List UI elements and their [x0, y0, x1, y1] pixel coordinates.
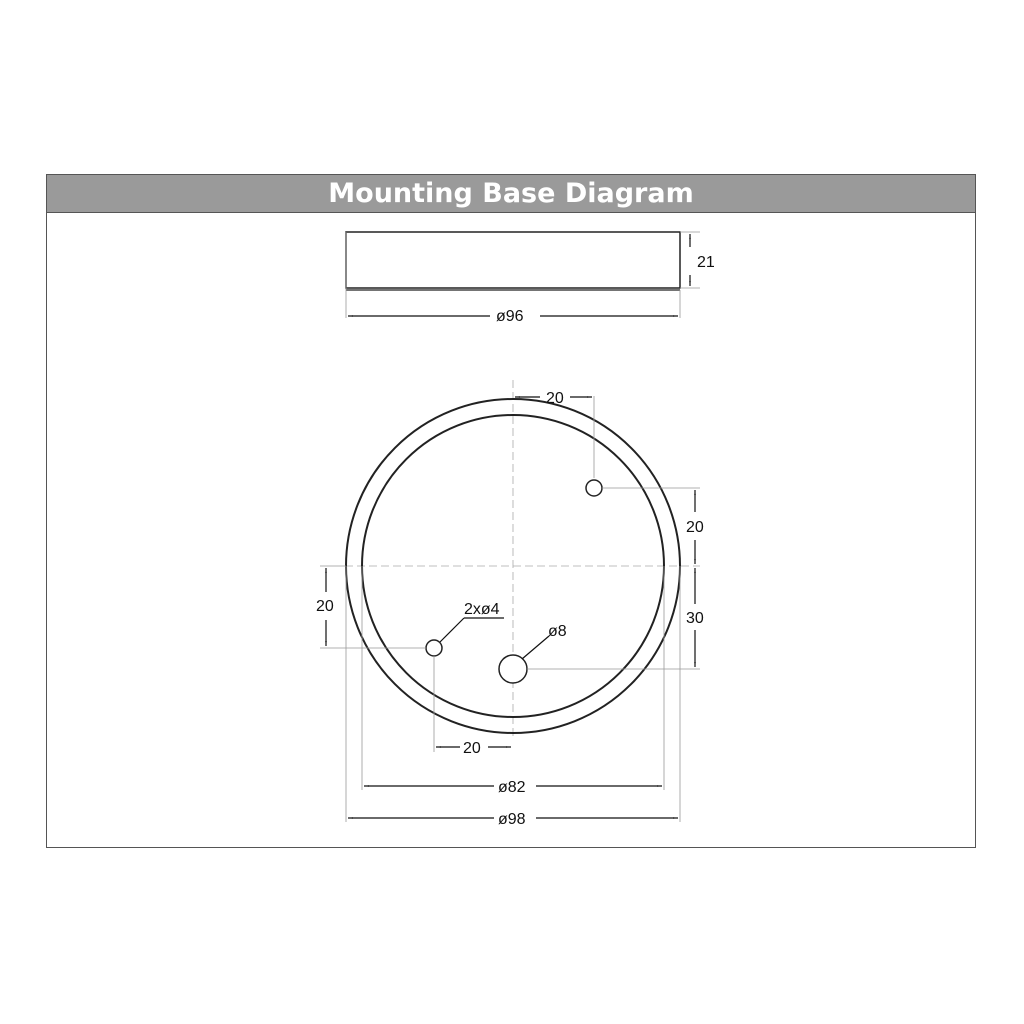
- right-upper-offset-label: 20: [686, 519, 704, 536]
- holes-label: 2xø4: [464, 601, 500, 618]
- cable-entry-hole: [499, 655, 527, 683]
- left-offset-label: 20: [316, 598, 334, 615]
- side-view: [346, 232, 715, 325]
- top-offset-label: 20: [546, 390, 564, 407]
- side-diameter-label: ø96: [496, 308, 524, 325]
- right-lower-offset-label: 30: [686, 610, 704, 627]
- mounting-hole-upper: [586, 480, 602, 496]
- center-hole-leader: [522, 636, 549, 659]
- side-view-outline: [346, 232, 680, 288]
- inner-diameter-label: ø82: [498, 779, 526, 796]
- top-view: [316, 380, 704, 828]
- diagram-title: Mounting Base Diagram: [47, 175, 975, 213]
- holes-leader: [440, 618, 464, 642]
- mounting-hole-lower: [426, 640, 442, 656]
- bottom-offset-label: 20: [463, 740, 481, 757]
- outer-diameter-label: ø98: [498, 811, 526, 828]
- center-hole-label: ø8: [548, 623, 567, 640]
- height-label: 21: [697, 254, 715, 271]
